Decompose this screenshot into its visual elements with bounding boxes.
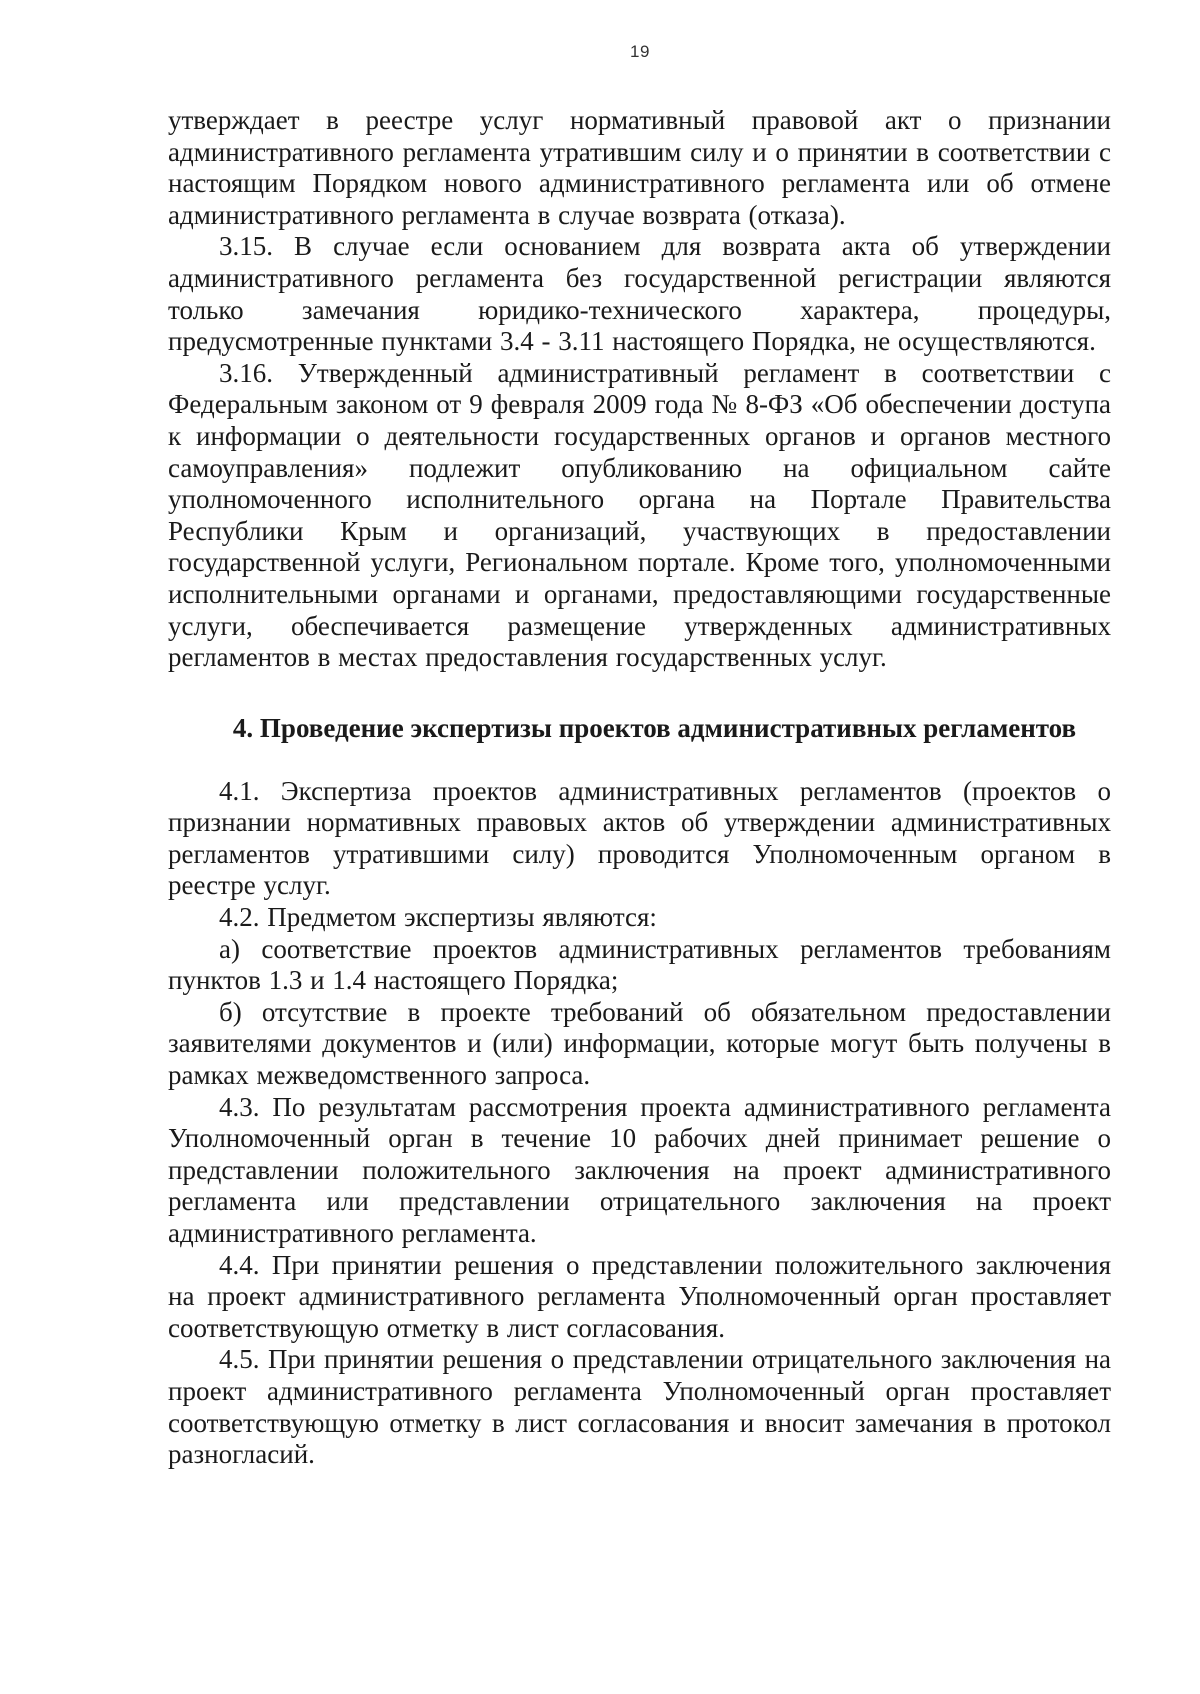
paragraph-3-15: 3.15. В случае если основанием для возврата акта об утверждении административного регламента без государственной регистрации являются только замечания юридико-технического характера, процедуры, предусмотренные пунктами 3.4 - 3.11 настоящего Порядка, не осуществляются. xyxy=(168,231,1111,357)
paragraph-4-4: 4.4. При принятии решения о представлении положительного заключения на проект административного регламента Уполномоченный орган проставляет соответствующую отметку в лист согласования. xyxy=(168,1249,1111,1343)
paragraph-4-2-a: а) соответствие проектов административных регламентов требованиям пунктов 1.3 и 1.4 настоящего Порядка; xyxy=(168,933,1111,996)
paragraph-continuation: утверждает в реестре услуг нормативный правовой акт о признании административного регламента утратившим силу и о принятии в соответствии с настоящим Порядком нового административного регламента или об отмене административного регламента в случае возврата (отказа). xyxy=(168,105,1111,230)
paragraph-4-5: 4.5. При принятии решения о представлении отрицательного заключения на проект административного регламента Уполномоченный орган проставляет соответствующую отметку в лист согласования и вносит замечания в протокол разногласий. xyxy=(168,1344,1111,1470)
paragraph-4-1: 4.1. Экспертиза проектов административных регламентов (проектов о признании нормативных правовых актов об утверждении административных регламентов утратившими силу) проводится Уполномоченным органом в реестре услуг. xyxy=(168,775,1111,901)
paragraph-4-2-b: б) отсутствие в проекте требований об обязательном предоставлении заявителями документов и (или) информации, которые могут быть получены в рамках межведомственного запроса. xyxy=(168,996,1111,1091)
paragraph-4-2: 4.2. Предметом экспертизы являются: xyxy=(219,902,657,933)
page-content xyxy=(168,105,1111,1471)
section-title: 4. Проведение экспертизы проектов административных регламентов xyxy=(232,712,1077,743)
paragraph-3-16: 3.16. Утвержденный административный регламент в соответствии с Федеральным законом от 9 февраля 2009 года № 8-ФЗ «Об обеспечении доступа к информации о деятельности государственных органов и органов местного самоуправления» подлежит опубликованию на официальном сайте уполномоченного исполнительного органа на Портале Правительства Республики Крым и организаций, участвующих в предоставлении государственной услуги, Региональном портале. Кроме того, уполномоченными исполнительными органами и органами, предоставляющими государственные услуги, обеспечивается размещение утвержденных административных регламентов в местах предоставления государственных услуг. xyxy=(168,357,1111,673)
paragraph-4-3: 4.3. По результатам рассмотрения проекта административного регламента Уполномоченный орган в течение 10 рабочих дней принимает решение о представлении положительного заключения на проект административного регламента или представлении отрицательного заключения на проект административного регламента. xyxy=(168,1091,1111,1248)
page-number: 19 xyxy=(630,42,650,61)
